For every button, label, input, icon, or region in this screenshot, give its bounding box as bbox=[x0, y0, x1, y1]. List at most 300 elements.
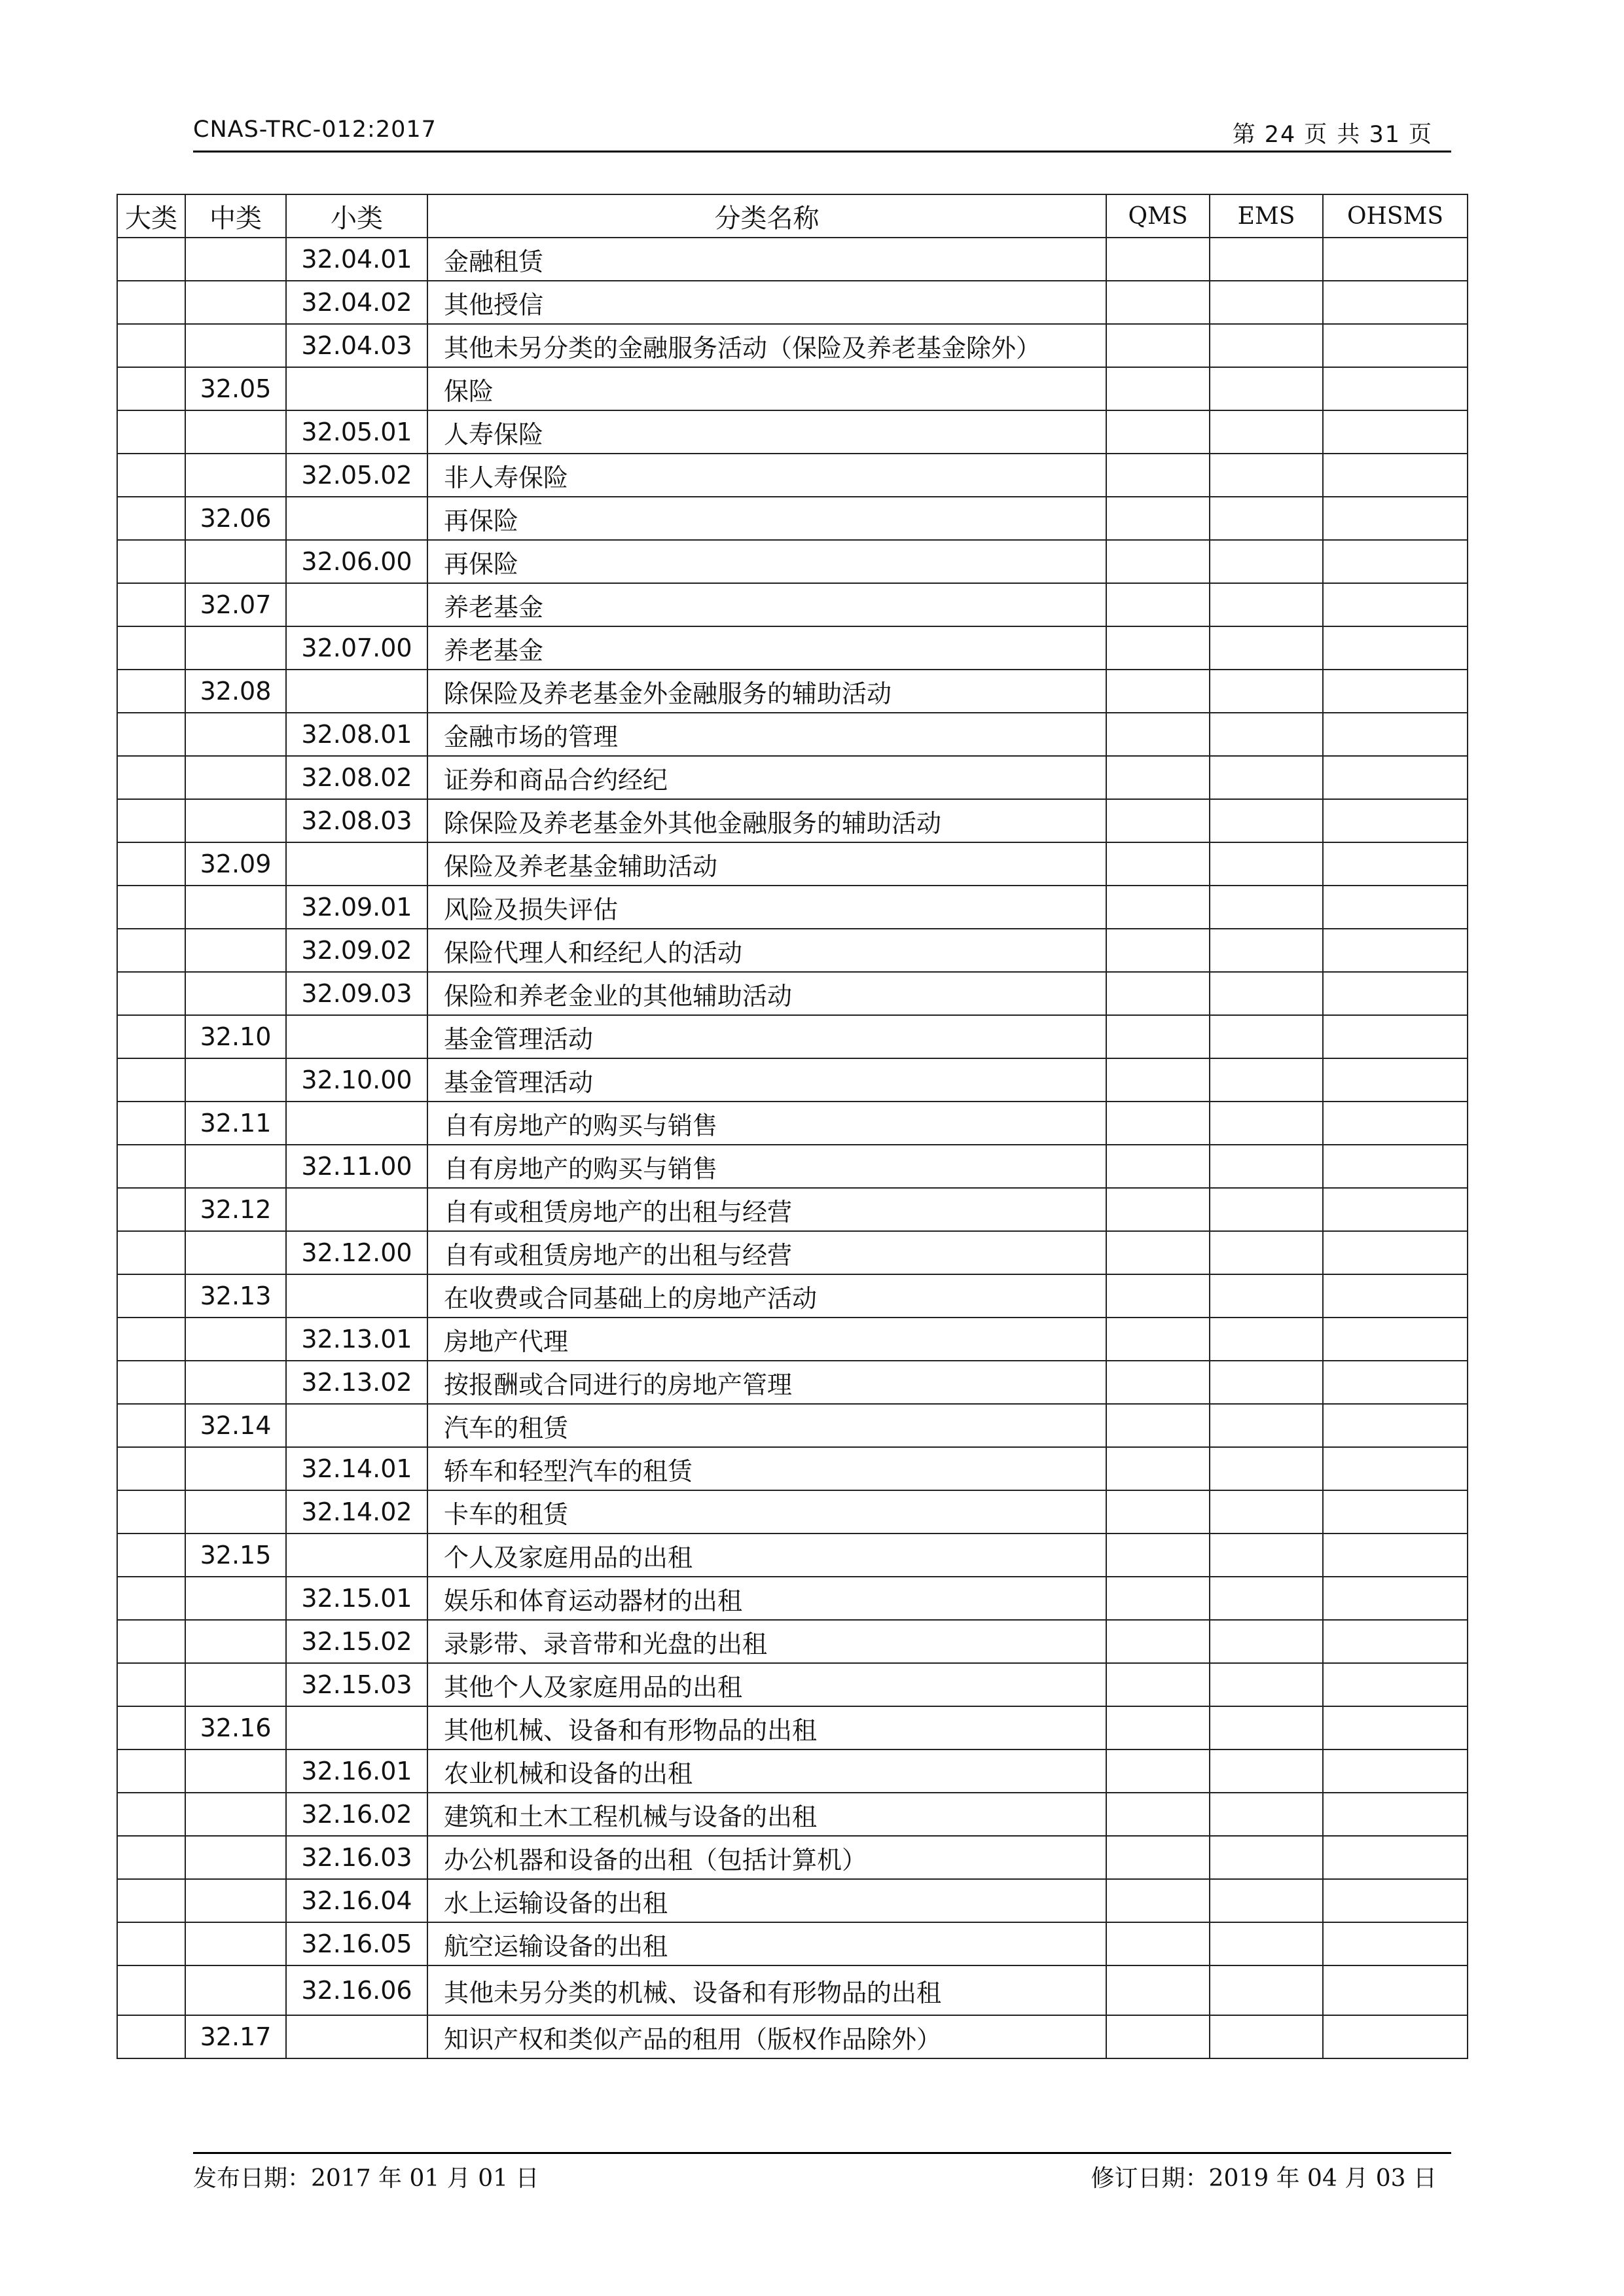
cell-name: 其他个人及家庭用品的出租 bbox=[427, 1663, 1106, 1706]
cell-major bbox=[117, 1058, 185, 1102]
cell-qms bbox=[1106, 1922, 1210, 1965]
table-row bbox=[117, 713, 1468, 756]
table-row bbox=[117, 1577, 1468, 1620]
cell-ohsms bbox=[1323, 1361, 1468, 1404]
cell-mid bbox=[185, 1922, 286, 1965]
cell-name: 再保险 bbox=[427, 497, 1106, 540]
cell-name: 自有或租赁房地产的出租与经营 bbox=[427, 1188, 1106, 1231]
cell-qms bbox=[1106, 281, 1210, 324]
cell-ems bbox=[1210, 454, 1323, 497]
cell-minor bbox=[286, 1274, 427, 1318]
cell-mid bbox=[185, 410, 286, 454]
cell-major bbox=[117, 1102, 185, 1145]
col-header-minor: 小类 bbox=[286, 194, 427, 238]
cell-name: 办公机器和设备的出租（包括计算机） bbox=[427, 1836, 1106, 1879]
revise-date: 修订日期：2019 年 04 月 03 日 bbox=[1091, 2165, 1437, 2192]
page-header bbox=[193, 117, 1437, 153]
cell-ohsms bbox=[1323, 497, 1468, 540]
cell-mid bbox=[185, 1620, 286, 1663]
cell-minor: 32.15.03 bbox=[286, 1663, 427, 1706]
cell-ohsms bbox=[1323, 886, 1468, 929]
cell-mid bbox=[185, 1836, 286, 1879]
cell-major bbox=[117, 886, 185, 929]
cell-major bbox=[117, 929, 185, 972]
cell-ohsms bbox=[1323, 1058, 1468, 1102]
cell-minor: 32.16.02 bbox=[286, 1793, 427, 1836]
cell-mid bbox=[185, 1447, 286, 1490]
table-row bbox=[117, 1965, 1468, 2015]
cell-minor: 32.09.02 bbox=[286, 929, 427, 972]
table-row bbox=[117, 929, 1468, 972]
cell-minor: 32.16.06 bbox=[286, 1965, 427, 2015]
cell-ems bbox=[1210, 670, 1323, 713]
cell-major bbox=[117, 1274, 185, 1318]
cell-major bbox=[117, 972, 185, 1015]
cell-mid bbox=[185, 1490, 286, 1534]
cell-name: 风险及损失评估 bbox=[427, 886, 1106, 929]
cell-ohsms bbox=[1323, 1922, 1468, 1965]
cell-ohsms bbox=[1323, 756, 1468, 799]
cell-major bbox=[117, 1706, 185, 1749]
cell-name: 保险和养老金业的其他辅助活动 bbox=[427, 972, 1106, 1015]
cell-major bbox=[117, 1534, 185, 1577]
cell-minor bbox=[286, 497, 427, 540]
cell-ems bbox=[1210, 1318, 1323, 1361]
cell-ems bbox=[1210, 1706, 1323, 1749]
cell-qms bbox=[1106, 929, 1210, 972]
cell-qms bbox=[1106, 1534, 1210, 1577]
cell-ems bbox=[1210, 713, 1323, 756]
cell-ems bbox=[1210, 1879, 1323, 1922]
cell-major bbox=[117, 324, 185, 367]
cell-mid: 32.10 bbox=[185, 1015, 286, 1058]
cell-major bbox=[117, 1447, 185, 1490]
cell-qms bbox=[1106, 1447, 1210, 1490]
cell-ohsms bbox=[1323, 670, 1468, 713]
cell-ems bbox=[1210, 1058, 1323, 1102]
col-header-major: 大类 bbox=[117, 194, 185, 238]
cell-mid bbox=[185, 1058, 286, 1102]
table-row bbox=[117, 626, 1468, 670]
table-row bbox=[117, 454, 1468, 497]
page-suffix: 页 bbox=[1408, 122, 1433, 148]
table-row bbox=[117, 2015, 1468, 2058]
table-row bbox=[117, 1404, 1468, 1447]
cell-ohsms bbox=[1323, 713, 1468, 756]
cell-minor bbox=[286, 1015, 427, 1058]
cell-minor: 32.07.00 bbox=[286, 626, 427, 670]
cell-ems bbox=[1210, 1922, 1323, 1965]
cell-ohsms bbox=[1323, 1706, 1468, 1749]
cell-name: 航空运输设备的出租 bbox=[427, 1922, 1106, 1965]
cell-name: 再保险 bbox=[427, 540, 1106, 583]
table-row bbox=[117, 1490, 1468, 1534]
table-row bbox=[117, 1145, 1468, 1188]
cell-name: 自有房地产的购买与销售 bbox=[427, 1145, 1106, 1188]
table-row bbox=[117, 1015, 1468, 1058]
cell-qms bbox=[1106, 1577, 1210, 1620]
cell-minor: 32.04.01 bbox=[286, 238, 427, 281]
cell-minor bbox=[286, 1404, 427, 1447]
cell-qms bbox=[1106, 1015, 1210, 1058]
cell-major bbox=[117, 410, 185, 454]
table-row bbox=[117, 281, 1468, 324]
cell-ohsms bbox=[1323, 540, 1468, 583]
table-row bbox=[117, 842, 1468, 886]
col-header-mid: 中类 bbox=[185, 194, 286, 238]
cell-major bbox=[117, 1318, 185, 1361]
cell-minor bbox=[286, 1188, 427, 1231]
cell-minor bbox=[286, 1706, 427, 1749]
cell-mid bbox=[185, 1231, 286, 1274]
footer-divider bbox=[193, 2152, 1451, 2154]
cell-ohsms bbox=[1323, 626, 1468, 670]
table-row bbox=[117, 540, 1468, 583]
cell-major bbox=[117, 1922, 185, 1965]
cell-name: 自有房地产的购买与销售 bbox=[427, 1102, 1106, 1145]
cell-minor: 32.04.03 bbox=[286, 324, 427, 367]
cell-major bbox=[117, 756, 185, 799]
cell-ems bbox=[1210, 238, 1323, 281]
cell-ems bbox=[1210, 367, 1323, 410]
cell-ohsms bbox=[1323, 1836, 1468, 1879]
cell-ems bbox=[1210, 756, 1323, 799]
cell-qms bbox=[1106, 2015, 1210, 2058]
cell-minor: 32.11.00 bbox=[286, 1145, 427, 1188]
cell-major bbox=[117, 626, 185, 670]
cell-name: 其他未另分类的机械、设备和有形物品的出租 bbox=[427, 1965, 1106, 2015]
table-row bbox=[117, 410, 1468, 454]
table-row bbox=[117, 1836, 1468, 1879]
cell-minor: 32.09.01 bbox=[286, 886, 427, 929]
table-row bbox=[117, 324, 1468, 367]
cell-major bbox=[117, 1361, 185, 1404]
cell-qms bbox=[1106, 583, 1210, 626]
cell-minor bbox=[286, 670, 427, 713]
table-row bbox=[117, 1793, 1468, 1836]
cell-ems bbox=[1210, 626, 1323, 670]
cell-ems bbox=[1210, 886, 1323, 929]
cell-ohsms bbox=[1323, 1663, 1468, 1706]
cell-ems bbox=[1210, 410, 1323, 454]
page-prefix: 第 bbox=[1232, 122, 1257, 148]
cell-qms bbox=[1106, 886, 1210, 929]
cell-minor: 32.16.03 bbox=[286, 1836, 427, 1879]
cell-name: 轿车和轻型汽车的租赁 bbox=[427, 1447, 1106, 1490]
cell-major bbox=[117, 281, 185, 324]
cell-mid: 32.14 bbox=[185, 1404, 286, 1447]
cell-ohsms bbox=[1323, 1188, 1468, 1231]
cell-major bbox=[117, 238, 185, 281]
table-header-row bbox=[117, 194, 1468, 238]
cell-qms bbox=[1106, 972, 1210, 1015]
cell-ems bbox=[1210, 799, 1323, 842]
cell-minor: 32.05.02 bbox=[286, 454, 427, 497]
cell-major bbox=[117, 1577, 185, 1620]
cell-major bbox=[117, 1879, 185, 1922]
cell-major bbox=[117, 1145, 185, 1188]
cell-ohsms bbox=[1323, 1274, 1468, 1318]
cell-name: 农业机械和设备的出租 bbox=[427, 1749, 1106, 1793]
cell-major bbox=[117, 454, 185, 497]
cell-ohsms bbox=[1323, 1145, 1468, 1188]
cell-name: 保险代理人和经纪人的活动 bbox=[427, 929, 1106, 972]
page-number bbox=[1229, 117, 1437, 149]
cell-minor: 32.13.02 bbox=[286, 1361, 427, 1404]
cell-qms bbox=[1106, 626, 1210, 670]
cell-ohsms bbox=[1323, 1620, 1468, 1663]
cell-minor: 32.06.00 bbox=[286, 540, 427, 583]
cell-ems bbox=[1210, 2015, 1323, 2058]
table-row bbox=[117, 886, 1468, 929]
cell-qms bbox=[1106, 1879, 1210, 1922]
cell-ohsms bbox=[1323, 799, 1468, 842]
publish-date: 发布日期：2017 年 01 月 01 日 bbox=[193, 2165, 539, 2192]
cell-ohsms bbox=[1323, 1231, 1468, 1274]
table-row bbox=[117, 799, 1468, 842]
cell-name: 娱乐和体育运动器材的出租 bbox=[427, 1577, 1106, 1620]
cell-mid bbox=[185, 1663, 286, 1706]
document-code: CNAS-TRC-012:2017 bbox=[193, 117, 437, 143]
cell-mid: 32.15 bbox=[185, 1534, 286, 1577]
cell-name: 个人及家庭用品的出租 bbox=[427, 1534, 1106, 1577]
cell-mid bbox=[185, 1318, 286, 1361]
header-divider bbox=[193, 151, 1451, 152]
cell-ohsms bbox=[1323, 1534, 1468, 1577]
cell-minor: 32.08.01 bbox=[286, 713, 427, 756]
cell-name: 其他授信 bbox=[427, 281, 1106, 324]
cell-qms bbox=[1106, 1102, 1210, 1145]
cell-minor: 32.08.02 bbox=[286, 756, 427, 799]
cell-name: 在收费或合同基础上的房地产活动 bbox=[427, 1274, 1106, 1318]
cell-qms bbox=[1106, 799, 1210, 842]
table-body bbox=[117, 238, 1468, 2058]
page-footer bbox=[193, 2160, 1437, 2199]
cell-ems bbox=[1210, 1404, 1323, 1447]
cell-ohsms bbox=[1323, 1577, 1468, 1620]
cell-ems bbox=[1210, 1102, 1323, 1145]
cell-mid: 32.09 bbox=[185, 842, 286, 886]
cell-ohsms bbox=[1323, 2015, 1468, 2058]
cell-major bbox=[117, 713, 185, 756]
cell-ems bbox=[1210, 281, 1323, 324]
cell-mid bbox=[185, 929, 286, 972]
cell-major bbox=[117, 1231, 185, 1274]
cell-ems bbox=[1210, 929, 1323, 972]
cell-minor: 32.04.02 bbox=[286, 281, 427, 324]
cell-ohsms bbox=[1323, 281, 1468, 324]
cell-qms bbox=[1106, 1058, 1210, 1102]
table-row bbox=[117, 1361, 1468, 1404]
cell-ohsms bbox=[1323, 410, 1468, 454]
cell-minor: 32.16.01 bbox=[286, 1749, 427, 1793]
cell-ems bbox=[1210, 1534, 1323, 1577]
cell-mid: 32.11 bbox=[185, 1102, 286, 1145]
cell-name: 养老基金 bbox=[427, 583, 1106, 626]
cell-name: 建筑和土木工程机械与设备的出租 bbox=[427, 1793, 1106, 1836]
cell-ohsms bbox=[1323, 238, 1468, 281]
page-middle: 页 共 bbox=[1304, 122, 1362, 148]
cell-qms bbox=[1106, 1490, 1210, 1534]
cell-minor: 32.08.03 bbox=[286, 799, 427, 842]
cell-minor: 32.15.02 bbox=[286, 1620, 427, 1663]
cell-major bbox=[117, 1015, 185, 1058]
cell-name: 卡车的租赁 bbox=[427, 1490, 1106, 1534]
cell-name: 汽车的租赁 bbox=[427, 1404, 1106, 1447]
cell-qms bbox=[1106, 454, 1210, 497]
cell-qms bbox=[1106, 1145, 1210, 1188]
cell-minor bbox=[286, 1102, 427, 1145]
cell-name: 其他未另分类的金融服务活动（保险及养老基金除外） bbox=[427, 324, 1106, 367]
cell-mid bbox=[185, 454, 286, 497]
cell-minor: 32.13.01 bbox=[286, 1318, 427, 1361]
cell-mid bbox=[185, 799, 286, 842]
cell-mid: 32.07 bbox=[185, 583, 286, 626]
cell-ems bbox=[1210, 540, 1323, 583]
cell-ohsms bbox=[1323, 454, 1468, 497]
cell-major bbox=[117, 540, 185, 583]
table-row bbox=[117, 238, 1468, 281]
cell-ohsms bbox=[1323, 583, 1468, 626]
table-row bbox=[117, 1274, 1468, 1318]
cell-major bbox=[117, 1620, 185, 1663]
cell-mid: 32.12 bbox=[185, 1188, 286, 1231]
cell-minor: 32.10.00 bbox=[286, 1058, 427, 1102]
cell-mid: 32.16 bbox=[185, 1706, 286, 1749]
cell-major bbox=[117, 1490, 185, 1534]
cell-major bbox=[117, 1663, 185, 1706]
cell-mid bbox=[185, 1577, 286, 1620]
cell-name: 基金管理活动 bbox=[427, 1015, 1106, 1058]
cell-qms bbox=[1106, 842, 1210, 886]
cell-qms bbox=[1106, 1965, 1210, 2015]
cell-name: 养老基金 bbox=[427, 626, 1106, 670]
cell-ohsms bbox=[1323, 972, 1468, 1015]
cell-mid bbox=[185, 886, 286, 929]
cell-mid bbox=[185, 324, 286, 367]
cell-name: 基金管理活动 bbox=[427, 1058, 1106, 1102]
cell-major bbox=[117, 1793, 185, 1836]
col-header-name: 分类名称 bbox=[427, 194, 1106, 238]
cell-name: 非人寿保险 bbox=[427, 454, 1106, 497]
cell-qms bbox=[1106, 367, 1210, 410]
cell-major bbox=[117, 2015, 185, 2058]
cell-ohsms bbox=[1323, 1404, 1468, 1447]
cell-name: 知识产权和类似产品的租用（版权作品除外） bbox=[427, 2015, 1106, 2058]
cell-mid: 32.05 bbox=[185, 367, 286, 410]
cell-ohsms bbox=[1323, 1318, 1468, 1361]
cell-mid bbox=[185, 713, 286, 756]
cell-minor: 32.14.02 bbox=[286, 1490, 427, 1534]
cell-ems bbox=[1210, 1188, 1323, 1231]
cell-ems bbox=[1210, 972, 1323, 1015]
table-row bbox=[117, 1922, 1468, 1965]
cell-qms bbox=[1106, 324, 1210, 367]
cell-ems bbox=[1210, 497, 1323, 540]
cell-minor: 32.05.01 bbox=[286, 410, 427, 454]
cell-major bbox=[117, 583, 185, 626]
cell-name: 录影带、录音带和光盘的出租 bbox=[427, 1620, 1106, 1663]
cell-qms bbox=[1106, 1620, 1210, 1663]
cell-ems bbox=[1210, 1577, 1323, 1620]
cell-qms bbox=[1106, 238, 1210, 281]
cell-name: 除保险及养老基金外金融服务的辅助活动 bbox=[427, 670, 1106, 713]
cell-major bbox=[117, 1188, 185, 1231]
cell-mid: 32.08 bbox=[185, 670, 286, 713]
cell-mid bbox=[185, 1793, 286, 1836]
cell-mid bbox=[185, 1361, 286, 1404]
cell-ems bbox=[1210, 1274, 1323, 1318]
cell-ohsms bbox=[1323, 324, 1468, 367]
table-row bbox=[117, 1447, 1468, 1490]
cell-ems bbox=[1210, 1447, 1323, 1490]
cell-qms bbox=[1106, 1663, 1210, 1706]
cell-ems bbox=[1210, 842, 1323, 886]
cell-mid bbox=[185, 1965, 286, 2015]
table-row bbox=[117, 972, 1468, 1015]
cell-qms bbox=[1106, 670, 1210, 713]
cell-ohsms bbox=[1323, 1879, 1468, 1922]
cell-mid: 32.13 bbox=[185, 1274, 286, 1318]
cell-ohsms bbox=[1323, 1447, 1468, 1490]
cell-ems bbox=[1210, 1145, 1323, 1188]
cell-major bbox=[117, 1965, 185, 2015]
cell-ems bbox=[1210, 324, 1323, 367]
col-header-qms: QMS bbox=[1106, 194, 1210, 238]
cell-mid bbox=[185, 281, 286, 324]
table-row bbox=[117, 1058, 1468, 1102]
cell-ems bbox=[1210, 1663, 1323, 1706]
cell-qms bbox=[1106, 1836, 1210, 1879]
cell-major bbox=[117, 842, 185, 886]
cell-qms bbox=[1106, 713, 1210, 756]
cell-major bbox=[117, 1836, 185, 1879]
cell-major bbox=[117, 497, 185, 540]
cell-major bbox=[117, 670, 185, 713]
table-row bbox=[117, 1231, 1468, 1274]
cell-ems bbox=[1210, 1361, 1323, 1404]
cell-ohsms bbox=[1323, 1793, 1468, 1836]
cell-qms bbox=[1106, 1361, 1210, 1404]
cell-ems bbox=[1210, 1793, 1323, 1836]
cell-ohsms bbox=[1323, 1102, 1468, 1145]
cell-ohsms bbox=[1323, 1965, 1468, 2015]
table-row bbox=[117, 497, 1468, 540]
cell-name: 其他机械、设备和有形物品的出租 bbox=[427, 1706, 1106, 1749]
cell-name: 金融市场的管理 bbox=[427, 713, 1106, 756]
cell-name: 按报酬或合同进行的房地产管理 bbox=[427, 1361, 1106, 1404]
table-row bbox=[117, 1620, 1468, 1663]
cell-qms bbox=[1106, 1274, 1210, 1318]
cell-minor bbox=[286, 842, 427, 886]
cell-minor: 32.16.04 bbox=[286, 1879, 427, 1922]
cell-minor bbox=[286, 583, 427, 626]
cell-name: 自有或租赁房地产的出租与经营 bbox=[427, 1231, 1106, 1274]
cell-ems bbox=[1210, 1620, 1323, 1663]
table-row bbox=[117, 1663, 1468, 1706]
cell-name: 房地产代理 bbox=[427, 1318, 1106, 1361]
cell-qms bbox=[1106, 1318, 1210, 1361]
cell-ohsms bbox=[1323, 929, 1468, 972]
classification-table bbox=[117, 194, 1468, 2059]
table-row bbox=[117, 367, 1468, 410]
cell-ems bbox=[1210, 1015, 1323, 1058]
cell-ems bbox=[1210, 583, 1323, 626]
cell-minor: 32.15.01 bbox=[286, 1577, 427, 1620]
cell-minor: 32.16.05 bbox=[286, 1922, 427, 1965]
cell-mid: 32.06 bbox=[185, 497, 286, 540]
cell-minor bbox=[286, 367, 427, 410]
